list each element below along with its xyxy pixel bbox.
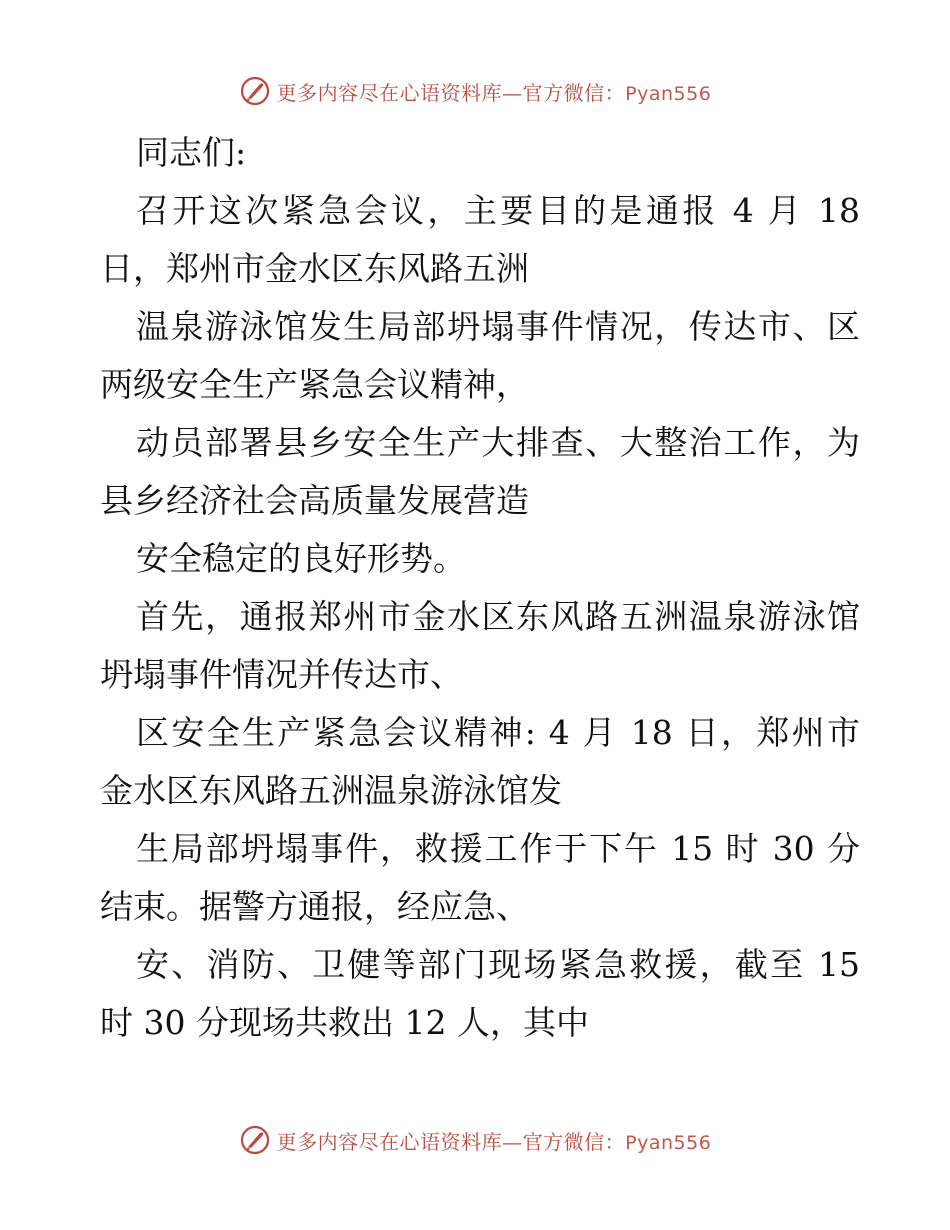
text-line: 县乡经济社会高质量发展营造 — [100, 481, 529, 520]
text-line: 生局部坍塌事件，救援工作于下午 15 时 30 分 — [136, 829, 860, 868]
text-line: 召开这次紧急会议，主要目的是通报 4 月 18 — [136, 191, 860, 230]
text-line: 结束。据警方通报，经应急、 — [100, 887, 529, 926]
text-line: 区安全生产紧急会议精神: 4 月 18 日，郑州市 — [136, 713, 860, 752]
watermark-wechat-id: Pyan556 — [625, 1131, 712, 1154]
watermark-wechat-id: Pyan556 — [625, 82, 712, 105]
quill-pen-logo-icon — [239, 75, 271, 107]
text-line: 两级安全生产紧急会议精神， — [100, 365, 529, 404]
text-line: 温泉游泳馆发生局部坍塌事件情况，传达市、区 — [136, 307, 860, 346]
footer-watermark — [0, 1120, 950, 1160]
text-line: 金水区东风路五洲温泉游泳馆发 — [100, 771, 562, 810]
text-line: 安全稳定的良好形势。 — [136, 539, 466, 578]
watermark-content — [239, 75, 712, 107]
watermark-site-text: 更多内容尽在心语资料库—官方微信： — [276, 1129, 626, 1154]
watermark-text — [277, 77, 712, 106]
text-line: 首先，通报郑州市金水区东风路五洲温泉游泳馆 — [136, 597, 860, 636]
watermark-site-text: 更多内容尽在心语资料库—官方微信： — [276, 80, 626, 105]
header-watermark — [0, 71, 950, 111]
text-line: 坍塌事件情况并传达市、 — [100, 655, 463, 694]
text-line: 动员部署县乡安全生产大排查、大整治工作，为 — [136, 423, 860, 462]
text-line: 同志们: — [136, 133, 247, 172]
quill-pen-logo-icon — [239, 1124, 271, 1156]
document-body — [100, 124, 860, 1052]
text-line: 时 30 分现场共救出 12 人，其中 — [100, 1003, 589, 1042]
watermark-content — [239, 1124, 712, 1156]
text-line: 安、消防、卫健等部门现场紧急救援，截至 15 — [136, 945, 860, 984]
text-line: 日，郑州市金水区东风路五洲 — [100, 249, 529, 288]
watermark-text — [277, 1126, 712, 1155]
